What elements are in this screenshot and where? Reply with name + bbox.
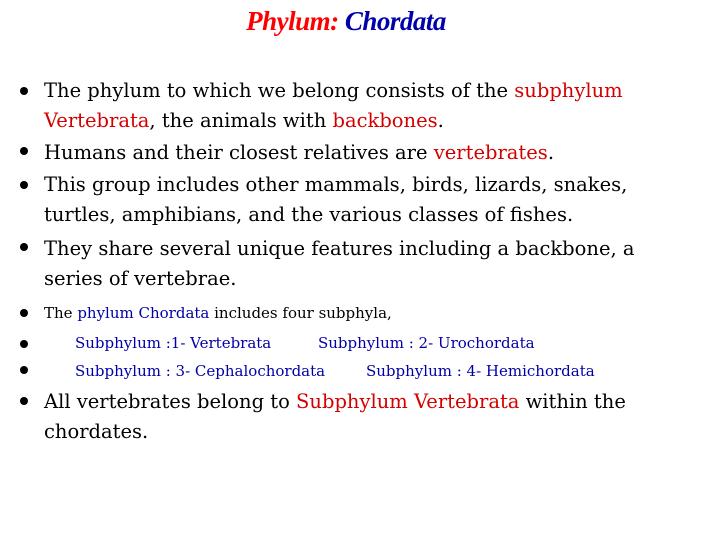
bullet-dot-icon: [20, 243, 28, 251]
bullet-2-text: [44, 138, 684, 168]
bullet-dot-icon: [20, 366, 28, 374]
subphylum-urochordata: Subphylum : 2- Urochordata: [318, 334, 535, 352]
bullet-8-text: [44, 387, 644, 447]
text-segment: includes four subphyla,: [209, 304, 392, 322]
title-phylum: Phylum:: [246, 6, 339, 36]
bullet-dot-icon: [20, 309, 28, 317]
bullet-3-text: This group includes other mammals, birds, lizards, snakes, turtles, amphibians, and the various classes of fishes.: [44, 173, 628, 226]
text-segment: .: [437, 109, 444, 132]
text-segment: Humans and their closest relatives are: [44, 141, 434, 164]
text-segment: within the chordates.: [44, 390, 626, 443]
bullet-4-text: They share several unique features including a backbone, a series of vertebrae.: [44, 237, 635, 290]
subphylum-vertebrata: Subphylum :1- Vertebrata: [75, 334, 272, 352]
subphylum-hemichordata: Subphylum : 4- Hemichordata: [366, 362, 595, 380]
term-phylum-chordata: phylum Chordata: [77, 304, 210, 322]
bullet-1-text: [44, 76, 684, 136]
bullet-dot-icon: [20, 397, 28, 405]
term-backbones: backbones: [332, 109, 438, 132]
bullet-5-text: [44, 301, 684, 325]
text-segment: .: [547, 141, 555, 164]
title-chordata: Chordata: [344, 6, 446, 36]
term-vertebrata: Vertebrata: [44, 109, 150, 132]
bullet-dot-icon: [20, 340, 28, 348]
bullet-dot-icon: [20, 87, 28, 95]
subphylum-cephalochordata: Subphylum : 3- Cephalochordata: [75, 362, 326, 380]
bullet-dot-icon: [20, 147, 28, 155]
text-segment: The: [44, 304, 78, 322]
text-segment: , the animals with: [149, 109, 333, 132]
text-segment: The phylum to which we belong consists of the: [44, 79, 515, 102]
term-subphylum: subphylum: [514, 79, 623, 102]
text-segment: All vertebrates belong to: [44, 390, 297, 413]
bullet-dot-icon: [20, 181, 28, 189]
term-vertebrates: vertebrates: [433, 141, 548, 164]
term-subphylum-vertebrata: Subphylum Vertebrata: [296, 390, 520, 413]
